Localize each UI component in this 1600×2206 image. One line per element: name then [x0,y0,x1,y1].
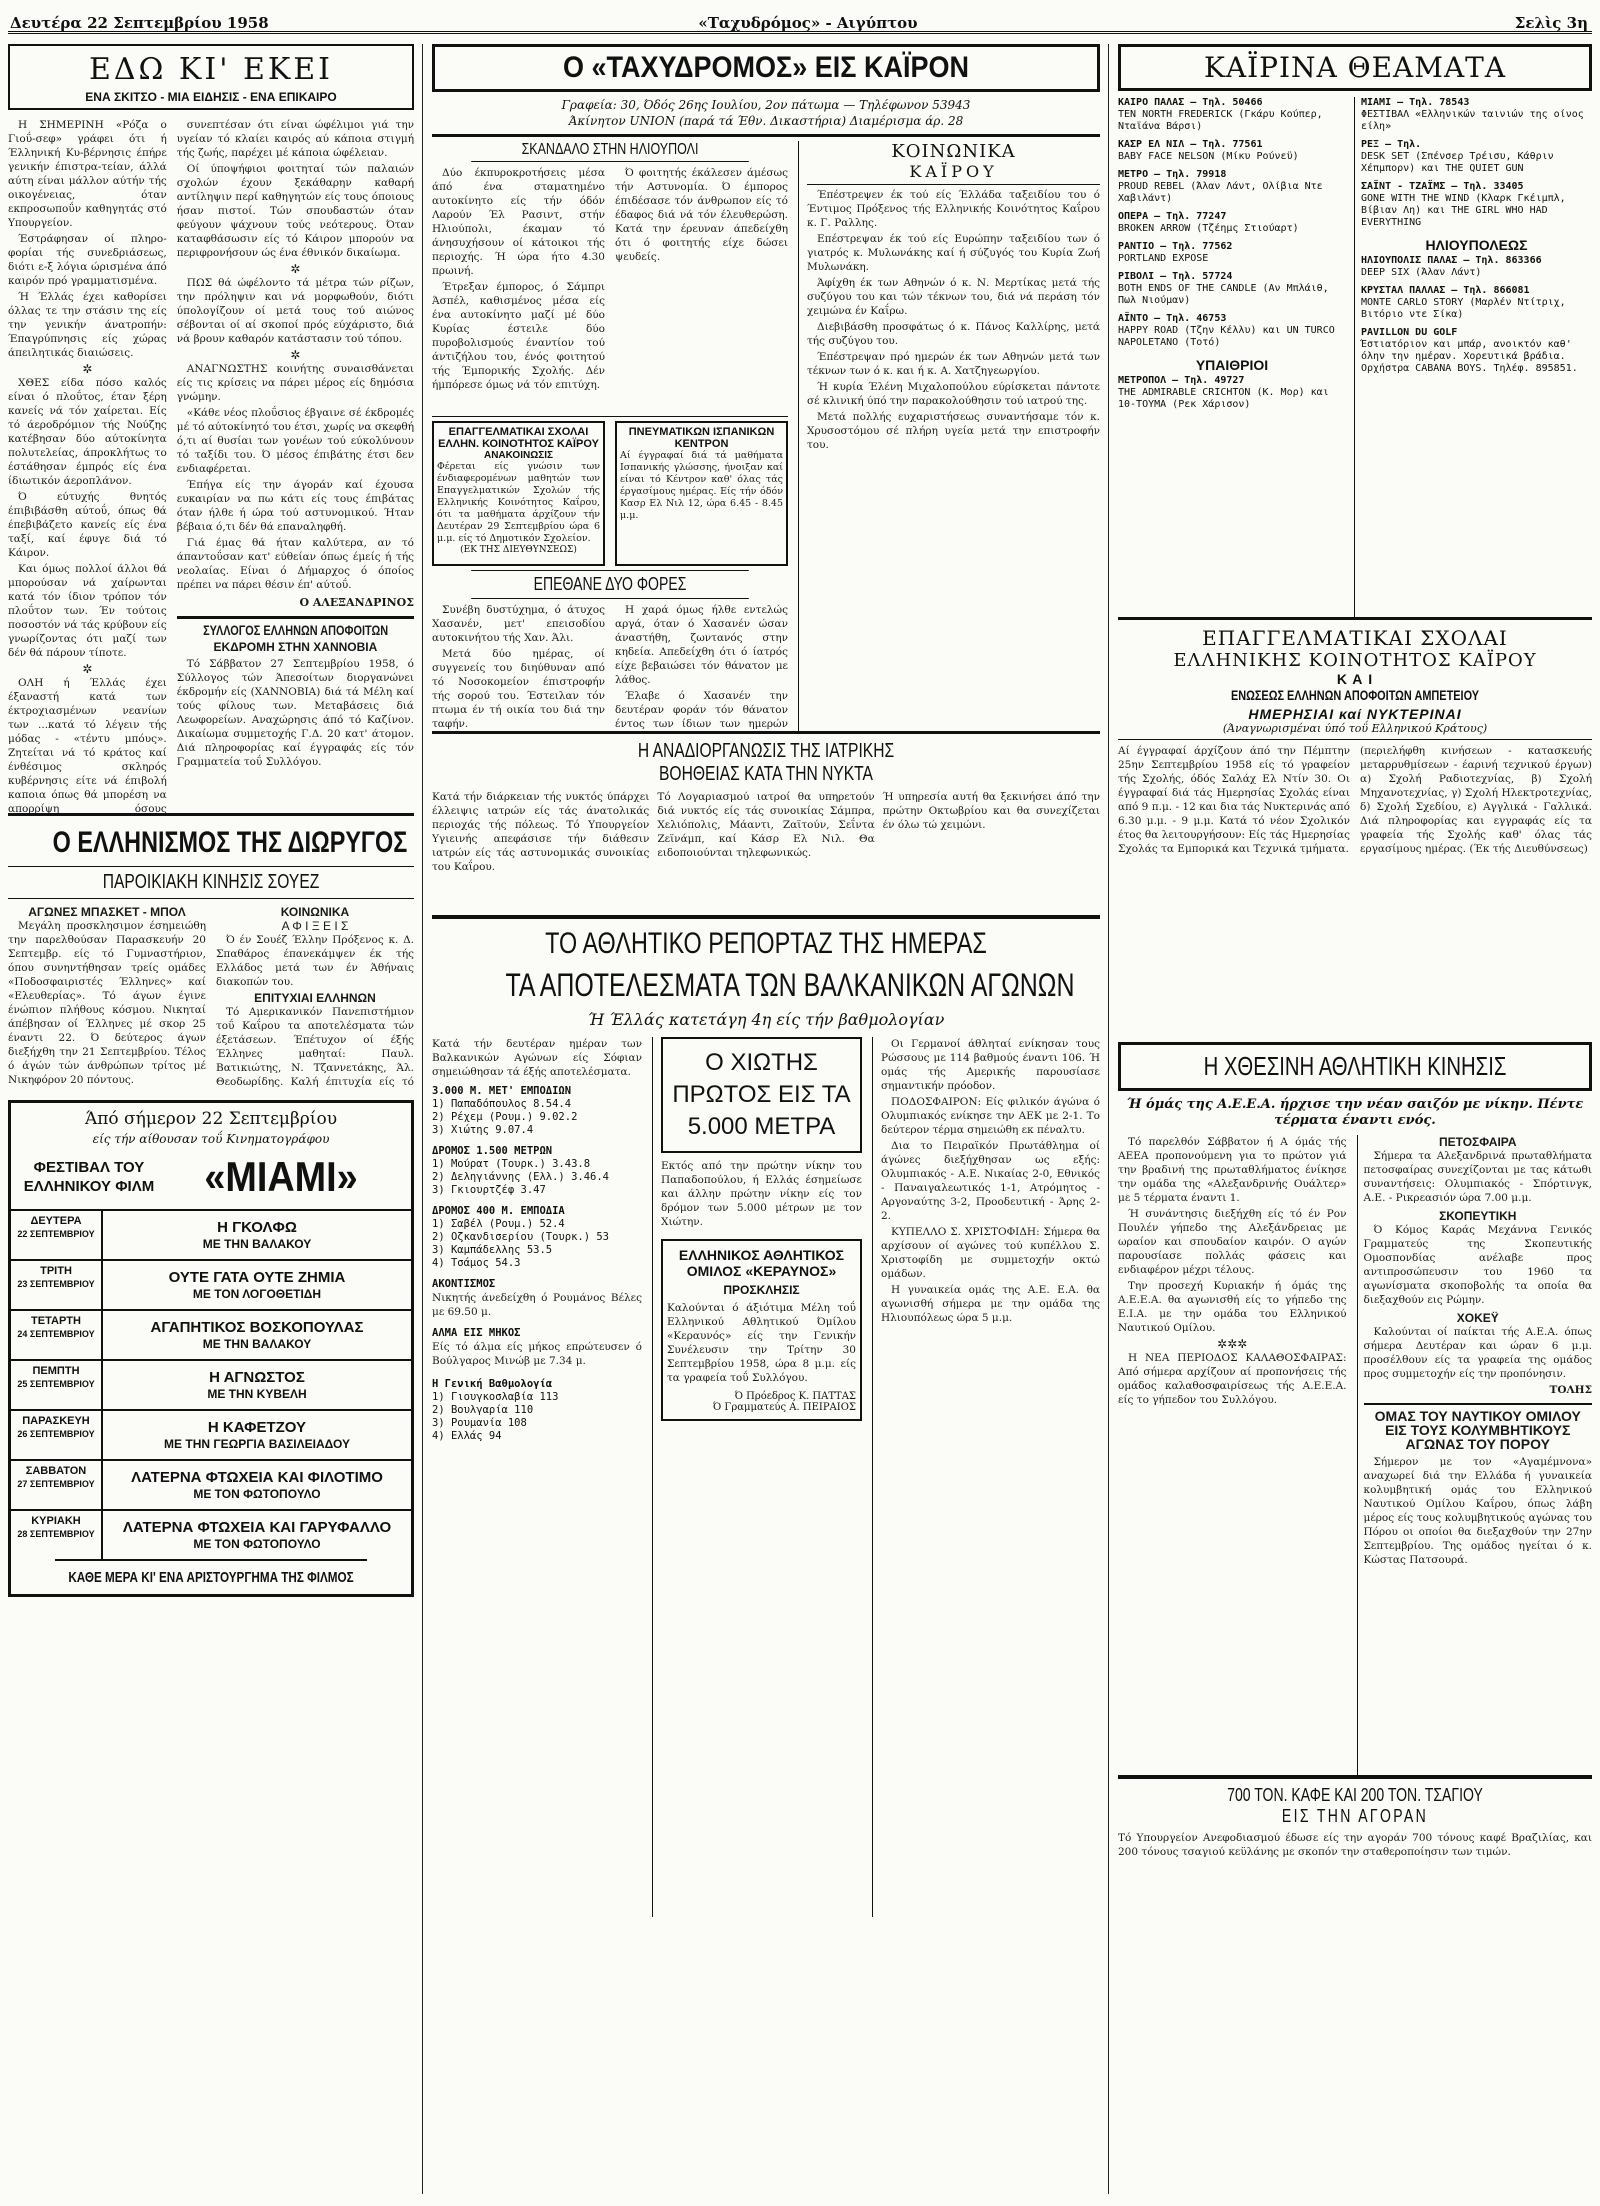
cinema-name: ΚΡΥΣΤΑΛ ΠΑΛΛΑΣ — Τηλ. 866081 [1361,285,1530,296]
program-day: ΠΑΡΑΣΚΕΥΗ [22,1415,90,1427]
paragraph: συνεπτέσαν ότι είναι ώφέλιμοι γιά την υγείαν τό κλαίει καιρός αύ κάποια στιγμή τής ζωής, παρέχει μέ κάποια ώφέλειαν. [176,119,414,159]
skopeftiki-text: Ό Κόμος Καράς Μεχάννα Γενικός Γραμματεύς της Σκοπευτικής Ομοσπονδίας ανέλαβε προς αντιπροσώπευσιν του 1960 τα αγωνίσματα σκοποβολής τα οποία θα διεξαχθούν εις Ρώμην. [1363,1224,1592,1306]
diorygos-title: Ο ΕΛΛΗΝΙΣΜΟΣ ΤΗΣ ΔΙΩΡΥΓΟΣ [52,826,408,859]
program-date: 25 ΣΕΠΤΕΜΒΡΙΟΥ [17,1379,95,1389]
page-header [8,14,1592,34]
paragraph: Δύο έκπυροκροτήσεις μέσα άπό ένα σταματημένο αυτοκίνητο είς τήν όδόν Λαρούν Έλ Ρασιντ, στήν Ηλιούπολι, έκαμαν τό άνησυχήσουν οί κάτοικοι τής περιοχής. Ή ώρα ήτο 4.30 πρωινή. [432,167,605,277]
cinema-film: PORTLAND EXPOSE [1118,253,1209,264]
agones-heading: ΑΓΩΝΕΣ ΜΠΑΣΚΕΤ - ΜΠΟΛ [28,905,186,919]
page-number: Σελὶς 3η [1514,14,1588,32]
event-row: 4) Τσάμος 54.3 [432,1257,521,1269]
program-date: 26 ΣΕΠΤΕΜΒΡΙΟΥ [17,1429,95,1439]
program-day: ΚΥΡΙΑΚΗ [31,1515,81,1527]
program-cast: ΜΕ ΤΗΝ ΒΑΛΑΚΟΥ [202,1237,312,1251]
paragraph: Την προσεχή Κυριακήν ή όμάς της Α.Ε.Ε.Α. θα αγωνισθή είς το γήπεδο της Ε.Ι.Α. με την ομάδα του Ελληνικού Ναυτικού Ομίλου. [1118,1280,1347,1334]
score-row: 4) Ελλάς 94 [432,1430,502,1442]
event-block [432,1145,642,1197]
list-item: Άφίχθη έκ των Αθηνών ό κ. Ν. Μερτίκας μετά τής συζύγου του και τών τέκνων του, διά νά περάση τόν χειμώνα έν Καΐρω. [807,277,1100,317]
agones-text: Μεγάλη προσκλησιμον έσημειώθη την παρελθούσαν Παρασκευήν 20 Σεπτεμβρ. είς τό Γυμναστήριον, όπου συνηντήθησαν τρείς ομάδες «Ποδοσφαιριστές Έλληνες» καί «Ελευθερίας». Τό άγων έγινε ένώπιον πλήθους κόσμου. Νικηταί άπέβησαν οί Έλληνες μέ σκορ 25 έναντι 22. Ό δεύτερος άγων διεξήχθη την 21 Σεπτεμβρίου. Τέλος ό άγών τών άνθρώπων τρίτος μέ Νικηφόρον 20 πόντους. [8,920,206,1086]
kafe-section [1118,1775,1592,1859]
cinema-entry [1361,255,1592,279]
keraunos-text: Καλούνται ό άξιότιμα Μέλη τοΰ Ελληνικού Αθλητικού Όμίλου «Κεραυνός» είς την Γενικήν Συνέλευσιν την Τρίτην 30 Σεπτεμβρίου 1958, ώρα 8 μ.μ. είς τα γραφεία τοΰ Συλλόγου. [667,1302,856,1384]
xthesini-title: Η ΧΘΕΣΙΝΗ ΑΘΛΗΤΙΚΗ ΚΙΝΗΣΙΣ [1203,1051,1507,1081]
event-name: ΔΡΟΜΟΣ 1.500 ΜΕΤΡΩΝ [432,1145,553,1157]
event-block [432,1278,642,1319]
program-day: ΤΡΙΤΗ [40,1265,72,1277]
event-row: 2) Ρέχεμ (Ρουμ.) 9.02.2 [432,1111,578,1123]
epag-left-text: Αί έγγραφαί άρχίζουν άπό την Πέμπτην 25ην Σεπτεμβρίου 1958 είς τό γραφείον τής Σχολής, όδός Σαλάχ Ελ Ντίν 30. Οι έγγραφαί διά τάς Ημερησίας Σχολάς είναι από 9 π.μ. - 12 και δια τάς Νυκτερινάς από 6.30 μ.μ. - 9 μ.μ. Κατά τό νέον Σχολικόν έτος θα λειτουργήσουν: Είς τάς Ημερησίας Σχολάς τα Εμπορικά και Τεχνικά τμήματα. [1118,745,1350,855]
cinema-name: ΚΑΪΡΟ ΠΑΛΑΣ — Τηλ. 50466 [1118,97,1263,108]
iatriki-section [432,731,1100,915]
cinema-film: GONE WITH THE WIND (Κλαρκ Γκέιμπλ, Βίβιαν Λη) και THE GIRL WHO HAD EVERYTHING [1361,193,1566,228]
score-table [432,1378,642,1443]
left-column [8,44,414,2194]
paragraph: Ή Έλλάς έχει καθορίσει όλλας τε την στάσιν της είς την γενικήν άνατροπήν: Έπαγρύπνησις είς χώρας άπειλητικάς διαιώσεις. [8,291,167,359]
festival-where: είς τήν αίθουσαν τοΰ Κινηματογράφου [92,1132,330,1146]
program-row [11,1359,411,1409]
iatriki-title-1: Η ΑΝΑΔΙΟΡΓΑΝΩΣΙΣ ΤΗΣ ΙΑΤΡΙΚΗΣ [637,740,895,762]
paragraph: Έλαβε ό Χασανέν την δευτέραν φοράν τόν θάνατον έντος των ίδιων των ημερών [615,690,788,730]
paragraph: Δια το Πειραϊκόν Πρωτάθλημα οί άγώνες διεξήχθησαν ως εξής: Ολυμπιακός - Α.Ε. Νικαίας 2-0, Εθνικός - Παναιγαλεωτικός 1-1, Ατρόμητος - Αργοναύτης 3-2, Προοδευτική - Άρης 2-2. [881,1140,1100,1222]
program-cast: ΜΕ ΤΗΝ ΒΑΛΑΚΟΥ [202,1337,312,1351]
sport-section [432,915,1100,1029]
separator-star: ✲ [82,362,93,376]
cinema-entry [1118,271,1346,307]
event-row: 2) Οζκανδισερίου (Τουρκ.) 53 [432,1231,610,1243]
cinema-film: BOTH ENDS OF THE CANDLE (Αν Μπλάιθ, Πωλ Νιούμαν) [1118,283,1329,306]
kairina-title: ΚΑΪΡΙΝΑ ΘΕΑΜΑΤΑ [1203,51,1507,84]
cinema-name: ΑΪΝΤΟ — Τηλ. 46753 [1118,313,1227,324]
program-date: 27 ΣΕΠΤΕΜΒΡΙΟΥ [17,1479,95,1489]
center-top-left [432,141,788,731]
event-name: ΔΡΟΜΟΣ 400 Μ. ΕΜΠΟΔΙΑ [432,1205,565,1217]
sport-subtitle: Ή Έλλάς κατετάγη 4η είς τήν βαθμολογίαν [587,1010,945,1029]
cinema-entry [1361,285,1592,321]
program-film: ΛΑΤΕΡΝΑ ΦΤΩΧΕΙΑ ΚΑΙ ΦΙΛΟΤΙΜΟ [131,1469,383,1486]
paper-name: «Ταχυδρόμος» - Αιγύπτου [698,14,918,32]
paragraph: ΑΝΑΓΝΩΣΤΗΣ κοινήτης συναισθάνεται είς τις κρίσεις να πάρει μέρος είς δημόσια γνώμην. [176,363,414,403]
edo-header-box [8,44,414,110]
xiotis-box [661,1037,862,1153]
event-name: ΑΛΜΑ ΕΙΣ ΜΗΚΟΣ [432,1327,521,1339]
paragraph: Ή υπηρεσία αυτή θα ξεκινήσει άπό την πρώτην Οκτωβρίου και θα συνεχίζεται έν όλω τώ χειμώνι. [882,791,1100,831]
edo-left-text [8,118,167,813]
program-row [11,1209,411,1259]
paragraph: ΟΛΗ ή Έλλάς έχει έξαναστή κατά των έκτροχιασμένων νεανίων των ...κατά τό λέγειν τής μόδας - «τέντυ μπόυς». Ζητείται νά τό κράτος καί ένθέσιμος σκληρός κυβέρνησις είτε νά έπιβολή καποια όπως θά μπορέση να απορρίψη όσους [8,677,167,813]
list-item: Έπέστρεψεν έκ τού είς Έλλάδα ταξειδίου του ό Έντιμος Πρόξενος τής Ελληνικής Κοινότητος Καΐρου κ. Γ. Ραλλης. [807,189,1100,229]
paragraph: ΠΟΔΟΣΦΑΙΡΟΝ: Είς φιλικόν άγώνα ό Ολυμπιακός ενίκησε την ΑΕΚ με 2-1. Το δεύτερον τέρμα σημειώθη εκ πέναλτυ. [881,1096,1100,1136]
diorygos-section [8,813,414,899]
program-day: ΠΕΜΠΤΗ [32,1365,80,1377]
xokey-heading: ΧΟΚΕΫ [1456,1311,1499,1325]
event-row: Νικητής άνεδείχθη ό Ρουμάνος Βέλες με 69.50 μ. [432,1292,642,1318]
keraunos-title: ΕΛΛΗΝΙΚΟΣ ΑΘΛΗΤΙΚΟΣ ΟΜΙΛΟΣ «ΚΕΡΑΥΝΟΣ» [678,1247,845,1279]
cinema-film: MONTE CARLO STORY (Μαρλέν Ντίτριχ, Βιτόριο ντε Σίκα) [1361,297,1566,320]
cinema-entry [1118,139,1346,163]
event-row: 3) Καμπάδελλης 53.5 [432,1244,553,1256]
koinonika-text: Ό έν Σουέζ Έλλην Πρόξενος κ. Δ. Σπαθάρος έπανεκάμψεν έκ τής Ελλάδος μετά των έν Άθήναις διακοπών του. [216,934,414,988]
syllogos-box [177,616,414,769]
epag-title-5: (Άναγνωρισμέναι ύπό τοΰ Ελληνικού Κράτους) [1222,722,1488,735]
event-block [432,1205,642,1270]
program-film: Η ΑΓΝΩΣΤΟΣ [209,1369,305,1386]
xthesini-subtitle: Ή όμάς της Α.Ε.Ε.Α. ήρχισε την νέαν σαιζόν με νίκην. Πέντε τέρματα έναντι ενός. [1126,1097,1584,1128]
score-heading: Η Γενική Βαθμολογία [432,1378,553,1390]
xiotis-text: Εκτός από την πρώτην νίκην του Παπαδοπούλου, ή Ελλάς έσημείωσε και άλλην πρώτην νίκην είς τον δρόμον των 5.000 μέτρων με τον Χιώτην. [661,1160,862,1228]
right-column [1118,44,1592,2194]
event-row: 2) Δεληγιάννης (Ελλ.) 3.46.4 [432,1171,610,1183]
edo-subtitle: ΕΝΑ ΣΚΙΤΣΟ - ΜΙΑ ΕΙΔΗΣΙΣ - ΕΝΑ ΕΠΙΚΑΙΡΟ [85,90,337,104]
cinema-film: HAPPY ROAD (Τζην Κέλλυ) και UN TURCO NAPOLETANO (Τοτό) [1118,325,1335,348]
paragraph: Έστράφησαν οί πληρο-φορίαι τής συνεδριάσεως, διότι ε-ξ λόγια ώρισμένα άπό καιρόν πρό γραμματισμένα. [8,233,167,287]
cinema-name: PAVILLON DU GOLF [1361,327,1458,338]
paragraph: Τό παρελθόν Σάββατον ή Α όμάς τής ΑΕΕΑ προπονούμενη για το πρώτον γιά την βραδινή της πρωταθλήματος ένίκησε την ομάδα της «Αλεξανδρινής Ουάλτερ» με 5 τέρματα έναντι 1. [1118,1136,1347,1204]
program-row [11,1409,411,1459]
cinema-name: ΗΛΙΟΥΠΟΛΙΣ ΠΑΛΑΣ — Τηλ. 863366 [1361,255,1542,266]
pneum-box [615,421,788,566]
cinema-entry [1361,181,1592,229]
score-row: 3) Ρουμανία 108 [432,1417,527,1429]
cinema-film: ΦΕΣΤΙΒΑΛ «Ελληνικών ταινιών της οίνος είλη» [1361,109,1584,132]
keraunos-signature: Ό Πρόεδρος Κ. ΠΑΤΤΑΣ [734,1391,856,1402]
cinema-name: ΡΑΝΤΙΟ — Τηλ. 77562 [1118,241,1233,252]
cinema-listings [1118,97,1592,617]
kafe-title-1: 700 ΤΟΝ. ΚΑΦΕ ΚΑΙ 200 ΤΟΝ. ΤΣΑΓΙΟΥ [1227,1785,1483,1805]
program-cast: ΜΕ ΤΟΝ ΛΟΓΟΘΕΤΙΔΗ [192,1287,322,1301]
cinema-film: TEN NORTH FREDERICK (Γκάρυ Κούπερ, Νταϊάνα Βάρσι) [1118,109,1323,132]
skopeftiki-heading: ΣΚΟΠΕΥΤΙΚΗ [1439,1209,1517,1223]
epag-title-3: ΕΝΩΣΕΩΣ ΕΛΛΗΝΩΝ ΑΠΟΦΟΙΤΩΝ ΑΜΠΕΤΕΙΟΥ [1230,687,1480,703]
syllogos-text: Τό Σάββατον 27 Σεπτεμβρίου 1958, ό Σύλλογος τών Άπεσοίτων διοργανώνει έκδρομήν είς (ΧΑΝΝΟΒΙΑ) διά τά Μέλη καί τούς φίλους των. Μεταβάσεις διά Λεωφορείων. Αναχώρησις άπό τό Καζίνον. Δικαίωμα συμμετοχής Γ.Δ. 20 κατ' άτομον. Διά πληροφορίας καί έγγραφάς είς τόν Γραμματεία τοΰ Συλλόγου. [176,658,414,768]
diorygos-body [8,905,414,1090]
cinema-film: DEEP SIX (Άλαν Λάντ) [1361,267,1482,278]
festival-title: ΦΕΣΤΙΒΑΛ ΤΟΥ ΕΛΛΗΝΙΚΟΥ ΦΙΛΜ [23,1159,155,1195]
paragraph: ΚΥΠΕΛΛΟ Σ. ΧΡΙΣΤΟΦΙΔΗ: Σήμερα θα αρχίσουν οί αγώνες τού κυπέλλου Σ. Χριστοφίδη με συμμετοχήν οκτώ ομάδων. [881,1226,1100,1280]
sport-title-1: ΤΟ ΑΘΛΗΤΙΚΟ ΡΕΠΟΡΤΑΖ ΤΗΣ ΗΜΕΡΑΣ [545,927,987,960]
event-row: Είς τό άλμα είς μήκος επρώτευσεν ό Βούλγαρος Μινώβ με 7.34 μ. [432,1341,642,1367]
taxydromos-title-box [432,44,1100,92]
koinonika-title: ΚΟΙΝΩΝΙΚΑ [891,141,1016,162]
ypaithrioi-heading: ΥΠΑΙΘΡΙΟΙ [1195,357,1269,373]
nautikos-text: Σήμερον με τον «Αγαμέμνονα» αναχωρεί διά την Ελλάδα ή γυναικεία κολυμβητική ομάς του Ελληνικού Ναυτικού Ομίλου Καΐρου, όπως λάβη μέρος είς τους κολυμβητικούς αγώνας του Πόρου οι οποίοι θα διεξαχθούν την 27ην Σεπτεμβρίου. Της ομάδος ηγείται ό κ. Κώστας Πατσουρά. [1363,1456,1592,1566]
cinema-name: ΟΠΕΡΑ — Τηλ. 77247 [1118,211,1227,222]
epag-title-4: ΗΜΕΡΗΣΙΑΙ καί ΝΥΚΤΕΡΙΝΑΙ [1248,706,1462,722]
event-row: 1) Μούρατ (Τουρκ.) 3.43.8 [432,1158,591,1170]
event-block [432,1085,642,1137]
paragraph: Ό εύτυχής θνητός έπιβιβάσθη αύτοΰ, όπως θά έπεβιβάζετο κανείς είς ένα ταξί, καί έφυγε διά τό Κάιρον. [8,491,167,559]
cinema-name: ΜΕΤΡΟ — Τηλ. 79918 [1118,169,1227,180]
scandal-title: ΣΚΑΝΔΑΛΟ ΣΤΗΝ ΗΛΙΟΥΠΟΛΙ [471,141,749,162]
edo-signature: Ο ΑΛΕΞΑΝΔΡΙΝΟΣ [299,596,414,609]
list-item: Έπέστρεψαν πρό ημερών έκ των Αθηνών μετά των τέκνων των ό κ. και ή κ. Α. Χατζηγεωργίου. [807,351,1100,377]
keraunos-signature-2: Ό Γραμματεύς Α. ΠΕΙΡΑΙΟΣ [712,1402,856,1413]
paragraph: Η ΣΗΜΕΡΙΝΗ «Ρόζα ο Γιοΰ-σεφ» γράφει ότι ή Έλληνική Κυ-βέρνησις έπήρε γενικήν έπιστρα-τείαν, άλλά αύτη είναι μάλλον αύτήν τής οικογένειας, όταν εκπροσωποΰν καθηγητάς στό Υπουργείον. [8,119,167,229]
epethane-title: ΕΠΕΘΑΝΕ ΔΥΟ ΦΟΡΕΣ [471,570,749,599]
festival-from: Άπό σήμερον 22 Σεπτεμβρίου [84,1109,338,1129]
epag-right-text: (περιελήφθη κινήσεων - κατασκευής μεταρρυθμίσεων - έαρινή τεχνικού έργων) α) Σχολή Ραδιοτεχνίας, β) Σχολή Μηχανοτεχνίας, γ) Σχολή Ηλεκτροτεχνίας, δ) Σχολή Σχεδίου, ε) Αγγλικά - Γαλλικά. Διά πληροφορίας και εγγραφάς είς τα γραφεία τής Σχολής καθ' όλας τάς εργασίμους ημέρας. (Έκ τής Διευθύνσεως) [1360,745,1592,855]
keraunos-box [661,1239,862,1421]
xokey-signature: ΤΟΛΗΣ [1549,1384,1592,1396]
cinema-entry [1118,241,1346,265]
event-row: 1) Παπαδόπουλος 8.54.4 [432,1098,572,1110]
epag-left-sign: (ΕΚ ΤΗΣ ΔΙΕΥΘΥΝΣΕΩΣ) [460,545,577,555]
cinema-entry [1118,375,1346,411]
petosfaira-text: Σήμερα τα Αλεξανδρινά πρωταθλήματα πετοσφαίρας συνεχίζονται με τας κάτωθι συναντήσεις: Ολυμπιακός - Σπόρτινγκ, Α.Ε. - Ρικρεασιόν ώρα 7.00 μ.μ. [1363,1150,1592,1204]
paragraph: Κατά τήν διάρκειαν τής νυκτός ύπάρχει έλλειψις ιατρών είς τάς άνατολικάς περιοχάς τής πόλεως. Τό Υπουργείον Υγιεινής απεφάσισε τήν διάθεσιν ιατρών είς τάς αστυνομικάς συνοικίας του Καΐρου. [432,791,650,873]
epag-left-text: Φέρεται είς γνώσιν των ένδιαφερομένων μαθητών των Επαγγελματικών Σχολών τής Ελληνικής Κοινότητος Καΐρου, ότι τα μαθήματα άρχίζουν τήν Δευτέραν 29 Σεπτεμβρίου ώρα 6 μ.μ. είς τό Δημοτικόν Σχολείον. [437,461,600,544]
sport-body [432,1037,1100,1917]
list-item: Ή κυρία Έλένη Μιχαλοπούλου εύρίσκεται πάντοτε σέ κλινική ύπό την παρακολούθησιν τού ιατρού της. [807,381,1100,407]
edo-title: ΕΔΩ ΚΙ' ΕΚΕΙ [88,52,334,87]
program-day: ΣΑΒΒΑΤΟΝ [25,1465,87,1477]
list-item: Μετά πολλής ευχαριστήσεως συναντήσαμε τόν κ. Χρυσοστόμου σέ πλήρη υγεία μετά την επιστροφήν του. [807,411,1100,451]
cinema-name: ΣΑΪΝΤ - ΤΖΑΪΜΣ — Τηλ. 33405 [1361,181,1524,192]
cinema-entry [1361,327,1592,375]
event-row: 1) Σαβέλ (Ρουμ.) 52.4 [432,1218,565,1230]
separator-star: ✲✲✲ [1217,1337,1248,1351]
paragraph: ΠΩΣ θά ώφέλοντο τά μέτρα τών ρίζων, την πρόληψιν και νά μορφωθούν, διότι ύπολογίζουν οί μετά τους τού αιώνος σέβονται οί αί σκοποί πρός εύχάριστο, διά νά βρουν καθαρόν κατάστασιν τού τόπου. [176,277,414,345]
event-row: 3) Χιώτης 9.07.4 [432,1124,534,1136]
kafe-text: Τό Υπουργείον Ανεφοδιασμού έδωσε είς την αγοράν 700 τόνους καφέ Βραζιλίας, και 200 τόνους τσαγιού κεϋλάνης με σκοπόν την σταθεροποίησιν των τιμών. [1118,1832,1592,1858]
program-row [11,1509,411,1559]
center-column [432,44,1100,2194]
cinema-entry [1361,139,1592,175]
program-film: ΛΑΤΕΡΝΑ ΦΤΩΧΕΙΑ ΚΑΙ ΓΑΡΥΦΑΛΛΟ [122,1519,392,1536]
program-film: ΑΓΑΠΗΤΙΚΟΣ ΒΟΣΚΟΠΟΥΛΑΣ [150,1319,364,1336]
paragraph: ΧΘΕΣ είδα πόσο καλός είναι ό πλοΰτος, έταν ξέρη κανείς νά τόν χαίρεται. Είς τό άεροδρόμιον τής Νούζης κατέβησαν δύο αύτοκίνητα πολυτελείας, άπροκλήτως το έστάθησαν έμπρός είς ένα ίδιωτικόν άεροπλάνον. [8,377,167,487]
event-row: 3) Γκιουρτζέφ 3.47 [432,1184,546,1196]
paragraph: Τό Λογαριασμού ιατροί θα υπηρετούν διά νυκτός είς τάς συνοικίας Σάμπρα, Χελιόπολις, Μάαντι, Ζαϊτούν, Σεΐντα Ζεϊνάμπ, καί Κάσρ Ελ Νιλ. Θα ειδοποιούνται τηλεφωνικώς. [657,791,875,859]
program-cast: ΜΕ ΤΗΝ ΓΕΩΡΓΙΑ ΒΑΣΙΛΕΙΑΔΟΥ [164,1437,350,1451]
program-cast: ΜΕ ΤΟΝ ΦΩΤΟΠΟΥΛΟ [193,1537,321,1551]
helio-heading: ΗΛΙΟΥΠΟΛΕΩΣ [1425,237,1528,253]
program-film: ΟΥΤΕ ΓΑΤΑ ΟΥΤΕ ΖΗΜΙΑ [168,1269,346,1286]
issue-date: Δευτέρα 22 Σεπτεμβρίου 1958 [10,14,269,32]
program-date: 22 ΣΕΠΤΕΜΒΡΙΟΥ [17,1229,95,1239]
paragraph: Η ΝΕΑ ΠΕΡΙΟΔΟΣ ΚΑΛΑΘΟΣΦΑΙΡΑΣ: Από σήμερα αρχίζουν αί προπονήσεις τής ομάδος καλαθοσφαιρίσεως τής Α.Ε.Ε.Α. είς το γήπεδον του Συλλόγου. [1118,1352,1347,1406]
center-top [432,141,1100,731]
koinonika-heading: ΚΟΙΝΩΝΙΚΑ [280,905,350,919]
afixeis-heading: Α Φ Ι Ξ Ε Ι Σ [281,919,349,933]
program-date: 24 ΣΕΠΤΕΜΒΡΙΟΥ [17,1329,95,1339]
epityxies-text: Τό Αμερικανικόν Πανεπιστήμιον τοΰ Καΐρου τα αποτελέσματα τών έξετάσεων. Έπέτυχον οί έξής Έλληνες μαθηταί: Παυλ. Βατικιώτης, Ν. Τζαννετάκης, Άλ. Θεοδωρίδης. Καλή έπιτυχία είς τό [216,1006,414,1088]
syllogos-title: ΣΥΛΛΟΓΟΣ ΕΛΛΗΝΩΝ ΑΠΟΦΟΙΤΩΝ [202,622,388,638]
paragraph: Μετά δύο ημέρας, οί συγγενείς του διηύθυναν από τό Νοσοκομείον έπιστροφήν τής σορού του. Έστειλαν τόν πτωμα έν τή οικία του διά την ταφήν. [432,648,605,730]
program-day: ΤΕΤΑΡΤΗ [31,1315,81,1327]
program-row [11,1309,411,1359]
score-row: 1) Γιουγκοσλαβία 113 [432,1391,559,1403]
festival-footer: ΚΑΘΕ ΜΕΡΑ ΚΙ' ΕΝΑ ΑΡΙΣΤΟΥΡΓΗΜΑ ΤΗΣ ΦΙΛΜΟΣ [55,1559,367,1594]
program-film: Η ΚΑΦΕΤΖΟΥ [207,1419,307,1436]
cinema-name: ΜΙΑΜΙ — Τηλ. 78543 [1361,97,1470,108]
paragraph: «Κάθε νέος πλοΰσιος έβγαινε σέ έκδρομές μέ τό αύτοκίνητό του έτσι, χωρίς να σκεφθή ό,τι αί θυσίαι των γονέων τού εύκολύνουν τό ταξίδι του. Ό μέσος έπιβάτης έτσι δεν ενδιαφέρεται. [176,407,414,475]
cinema-entry [1118,97,1346,133]
separator-star: ✲ [290,262,301,276]
list-item: Διεβιβάσθη προσφάτως ό κ. Πάνος Καλλίρης, μετά τής συζύγου του. [807,321,1100,347]
program-row [11,1259,411,1309]
cinema-name: ΚΑΣΡ ΕΛ ΝΙΛ — Τηλ. 77561 [1118,139,1263,150]
program-film: Η ΓΚΟΛΦΩ [217,1219,297,1236]
festival-program [11,1209,411,1594]
pneum-text: Αί έγγραφαί διά τά μαθήματα Ισπανικής γλώσσης, ήνοιξαν καί είναι τό Κέντρον καθ' όλας τάς έργασίμους ημέρας. Είς τήν όδόν Κασρ Ελ Νιλ 12, ώρα 6.45 - 8.45 μ.μ. [620,450,783,521]
edo-body [8,118,414,813]
cinema-name: ΜΕΤΡΟΠΟΛ — Τηλ. 49727 [1118,375,1245,386]
epag-left-subtitle: ΑΝΑΚΟΙΝΩΣΙΣ [483,450,553,461]
cinema-film: BROKEN ARROW (Τζέημς Στιούαρτ) [1118,223,1299,234]
epag-title-1: ΕΠΑΓΓΕΛΜΑΤΙΚΑΙ ΣΧΟΛΑΙ [1202,626,1508,650]
separator-star: ✲ [82,662,93,676]
epag-left-title: ΕΠΑΓΓΕΛΜΑΤΙΚΑΙ ΣΧΟΛΑΙ ΕΛΛΗΝ. ΚΟΙΝΟΤΗΤΟΣ ΚΑΪΡΟΥ [438,426,599,450]
balkan-results [432,1037,642,1917]
cinema-name: ΡΙΒΟΛΙ — Τηλ. 57724 [1118,271,1233,282]
epag-title-2: ΕΛΛΗΝΙΚΗΣ ΚΟΙΝΟΤΗΤΟΣ ΚΑΪΡΟΥ [1173,650,1537,671]
program-row [11,1459,411,1509]
xiotis-column [652,1037,862,1917]
paragraph: Οι Γερμανοί άθληταί ενίκησαν τους Ρώσσους με 114 βαθμούς έναντι 106. Ή ομάς τής Αμερικής παρουσίασε σημαντικήν πρόοδον. [881,1038,1100,1092]
list-item: Επέστρεψαν έκ τού είς Ευρώπην ταξειδίου των ό γιατρός κ. Μυλωνάκης καί ή σύζυγός του Κυρία Ζωή Μυλωνάκη. [807,233,1100,273]
cinema-film: THE ADMIRABLE CRICHTON (Κ. Μορ) και 10-ΤΟΥΜΑ (Ρεκ Χάρισον) [1118,387,1329,410]
center-top-right [798,141,1100,731]
column-rule [1108,44,1109,2194]
event-name: 3.000 Μ. ΜΕΤ' ΕΜΠΟΔΙΩΝ [432,1085,572,1097]
cinema-film: PROUD REBEL (Άλαν Λάντ, Ολίβια Ντε Χαβιλάντ) [1118,181,1323,204]
festival-box [8,1100,414,1597]
iatriki-title-2: ΒΟΗΘΕΙΑΣ ΚΑΤΑ ΤΗΝ ΝΥΚΤΑ [659,763,873,785]
program-date: 23 ΣΕΠΤΕΜΒΡΙΟΥ [17,1279,95,1289]
nautikos-title: ΟΜΑΣ ΤΟΥ ΝΑΥΤΙΚΟΥ ΟΜΙΛΟΥ ΕΙΣ ΤΟΥΣ ΚΟΛΥΜΒΗΤΙΚΟΥΣ ΑΓΩΝΑΣ ΤΟΥ ΠΟΡΟΥ [1364,1403,1593,1451]
epityxies-heading: ΕΠΙΤΥΧΙΑΙ ΕΛΛΗΝΩΝ [254,991,376,1005]
paragraph: Και όμως πολλοί άλλοι θά μπορούσαν νά χαίρωνται κατά τόν ίδιον τρόπον τόν πλοΰτον των. Έν τούτοις ποσοστόν νά τάς κρύβουν είς γνωρίζοντας ότι μαζί των δέν θά πάρουν τίποτε. [8,563,167,659]
xiotis-title: Ο ΧΙΩΤΗΣ ΠΡΩΤΟΣ ΕΙΣ ΤΑ 5.000 ΜΕΤΡΑ [672,1049,851,1140]
xthesini-title-box [1118,1042,1592,1091]
sport-title-2: ΤΑ ΑΠΟΤΕΛΕΣΜΑΤΑ ΤΩΝ ΒΑΛΚΑΝΙΚΩΝ ΑΓΩΝΩΝ [505,967,1075,1003]
paragraph: Η χαρά όμως ήλθε εντελώς αργά, όταν ό Χασανέν ώσαν άναστήθη, ζωντανός στην κηδεία. Απεδείχθη ότι ό ίατρός είχε βεβαιώσει τόν θάνατον με λάθος. [615,604,788,686]
kairou-title: ΚΑΪΡΟΥ [909,162,998,181]
program-date: 28 ΣΕΠΤΕΜΒΡΙΟΥ [17,1529,95,1539]
sport-right-text [872,1037,1100,1917]
paragraph: Ό φοιτητής έκάλεσεν άμέσως τήν Αστυνομία. Ό έμπορος έπιδέσασε τόν άνθρωπον είς τό έδαφος διά νά τόν έλευθερώση. Κατά την έρευναν άπεδείχθη ότι ό φοιτητής είχε δώσει ψευδείς. [615,167,788,263]
epag-kai: Κ Α Ι [1336,671,1374,687]
cinema-entry [1118,211,1346,235]
diorygos-subtitle: ΠΑΡΟΙΚΙΑΚΗ ΚΙΝΗΣΙΣ ΣΟΥΕΖ [102,871,320,893]
paragraph: Ή συνάντησις διεξήχθη είς τό έν Ρον Πουλέν γήπεδο της Αλεξάνδρειας με ωραίον και σπουδαίον καιρόν. Ο αγών παρουσίασε πολλάς φάσεις και ενδιαφέρον μέχρι τέλους. [1118,1208,1347,1276]
office-building: Άκίνητον UNION (παρά τά Έθν. Δικαστήρια) Διαμέρισμα άρ. 28 [568,114,964,128]
cinema-film: Έστιατόριον και μπάρ, ανοικτόν καθ' όλην την ημέραν. Χορευτικά βράδια. Ορχήστρα CABANA BOYS. Τηλέφ. 895851. [1361,339,1578,374]
cinema-film: BABY FACE NELSON (Μίκυ Ρούνεϋ) [1118,151,1299,162]
festival-cinema: «ΜΙΑΜΙ» [204,1153,358,1200]
event-name: ΑΚΟΝΤΙΣΜΟΣ [432,1278,496,1290]
syllogos-subtitle: ΕΚΔΡΟΜΗ ΣΤΗΝ ΧΑΝΝΟΒΙΑ [213,640,378,654]
office-address: Γραφεία: 30, Όδός 26ης Ιουλίου, 2ον πάτωμα — Τηλέφωνον 53943 [561,98,971,112]
paragraph: Οί ύποψήφιοι φοιτηταί τών παλαιών σχολών έχουν ξεκάθαρην καθαρή αντίληψιν περί καθηγητών είς τους όποιους ήσαν πιστοί. Τών σπουδαστών όταν φεύγουν ψάχνουν τούς νεότερους. Όταν καταφθάσωσιν είς τό Κάιρον μπορούν να περιφρονήσουν ώς ένα έθνικόν δικαίωμα. [176,163,414,259]
event-block [432,1327,642,1368]
separator-star: ✲ [290,348,301,362]
paragraph: Συνέβη δυστύχημα, ό άτυχος Χασανέν, μετ' επεισοδίου αυτοκινήτου τής Χαν. Άλι. [432,604,605,644]
paragraph: Έτρεξαν έμπορος, ό Σάμπρι Άσπέλ, καθισμένος μέσα είς ένα αυτοκίνητο μαζί μέ δύο Κυρίας έστειλε δύο πυροβολισμούς έναντίον τού άντιζήλου του, ένός φοιτητού τής Έμπορικής Σχολής. Δέν ήμπόρεσε όμως νά τόν επιτύχη. [432,281,605,391]
edo-right-text [177,118,414,813]
kairina-title-box [1118,44,1592,91]
koinonika-list [807,188,1100,698]
taxydromos-title: Ο «ΤΑΧΥΔΡΟΜΟΣ» ΕΙΣ ΚΑΪΡΟΝ [563,51,969,84]
program-cast: ΜΕ ΤΗΝ ΚΥΒΕΛΗ [207,1387,307,1401]
cinema-entry [1118,169,1346,205]
paragraph: Η γυναικεία ομάς της Α.Ε. Ε.Α. θα αγωνισθή σήμερα με την ομάδα της Ηλιουπόλεως ώρα 5 μ.μ. [881,1284,1100,1324]
cinema-name: ΡΕΞ — Τηλ. [1361,139,1422,150]
column-rule [422,44,423,2194]
cinema-entry [1118,313,1346,349]
balkan-intro: Κατά τήν δευτέραν ημέραν των Βαλκανικών Αγώνων είς Σόφιαν σημειώθησαν τά έξής αποτελέσματα. [432,1038,642,1078]
petosfaira-heading: ΠΕΤΟΣΦΑΙΡΑ [1438,1135,1517,1149]
kafe-title-2: ΕΙΣ ΤΗΝ ΑΓΟΡΑΝ [1281,1806,1429,1826]
xthesini-body [1118,1135,1592,1775]
cinema-entry [1361,97,1592,133]
paragraph: Έπήγα είς την άγοράν καί έχουσα ευκαιρίαν να πω κάτι είς τους έπιβάτας όταν ήλθε ή ώρα τού αστυνομικού. Ήταν βέβαια ό,τι δέν θά επαναληφθή. [176,479,414,533]
program-day: ΔΕΥΤΕΡΑ [30,1215,82,1227]
paragraph: Γιά έμας θά ήταν καλύτερα, αν τό άπαντοΰσαν κατ' εύθείαν όπως έμείς ή τής νεολαίας. Είναι ό Δήμαρχος ό όποίος πρέπει να πάρει θέσιν έπ' αύτοΰ. [176,537,414,591]
pneum-title: ΠΝΕΥΜΑΤΙΚΩΝ ΙΣΠΑΝΙΚΩΝ ΚΕΝΤΡΟΝ [628,426,775,450]
program-cast: ΜΕ ΤΟΝ ΦΩΤΟΠΟΥΛΟ [193,1487,321,1501]
cinema-film: DESK SET (Σπένσερ Τρέισυ, Κάθριν Χέπμπορν) και THE QUIET GUN [1361,151,1554,174]
keraunos-subtitle: ΠΡΟΣΚΛΗΣΙΣ [723,1283,800,1297]
xokey-text: Καλούνται οί παίκται τής Α.Ε.Α. όπως σήμερα Δευτέραν και ώραν 6 μ.μ. προσέλθουν είς τα γραφεία της ομάδος προς συμμετοχήν είς την προπόνησιν. [1363,1326,1592,1380]
epag-section [1118,617,1592,1034]
score-row: 2) Βουλγαρία 110 [432,1404,534,1416]
epag-left-box [432,421,605,566]
